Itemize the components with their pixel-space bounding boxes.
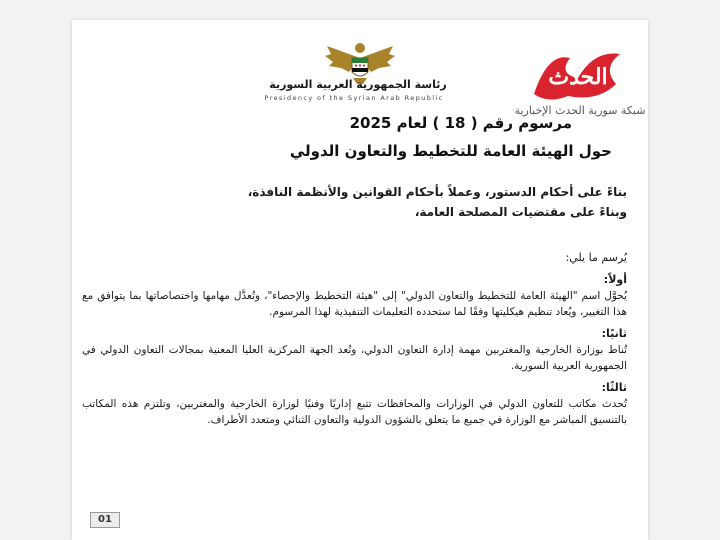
brand-tagline: شبكة سورية الحدث الإخبارية [514,104,646,117]
presidency-english: Presidency of the Syrian Arab Republic [264,94,444,102]
section-2-heading: ثانيًا: [601,327,627,340]
presidency-arabic: رئاسة الجمهورية العربية السورية [269,78,447,91]
brand-logo-text: الحدث [548,64,608,90]
page-number: 01 [90,512,120,528]
section-3-text: تُحدث مكاتب للتعاون الدولي في الوزارات والمحافظات تتبع إداريًا وفنيًا لوزارة الخارجية والمغتربين، وتلتزم هذه المكاتب بالتنسيق المباشر مع الوزارة في جميع ما يتعلق بالشؤون الدولية والتعاون الثنائي ومتعدد الأطراف. [82,398,627,426]
section-1-heading: أولاً: [603,273,627,286]
decree-title: مرسوم رقم ( 18 ) لعام 2025 [349,114,572,132]
brand-logo [528,44,628,104]
preamble-line-1: بناءً على أحكام الدستور، وعملاً بأحكام القوانين والأنظمة النافذة، [247,185,627,199]
decree-body [82,182,627,428]
decree-intro: يُرسم ما يلي: [565,251,627,264]
section-1-text: يُحوَّل اسم "الهيئة العامة للتخطيط والتعاون الدولي" إلى "هيئة التخطيط والإحصاء"، وتُعدَّل مهامها واختصاصاتها بما يتوافق مع هذا التغيير، ويُعاد تنظيم هيكليتها وفقًا لما ستحدده التعليمات التنفيذية لهذا المرسوم. [82,290,627,318]
section-2-text: تُناط بوزارة الخارجية والمغتربين مهمة إدارة التعاون الدولي، وتُعد الجهة المركزية العليا المعنية بمجالات التعاون الدولي في الجمهورية العربية السورية. [82,344,627,372]
section-3-heading: ثالثًا: [601,381,627,394]
decree-subtitle: حول الهيئة العامة للتخطيط والتعاون الدولي [289,142,612,160]
preamble-line-2: وبناءً على مقتضيات المصلحة العامة، [414,205,627,219]
document-page [72,20,648,540]
